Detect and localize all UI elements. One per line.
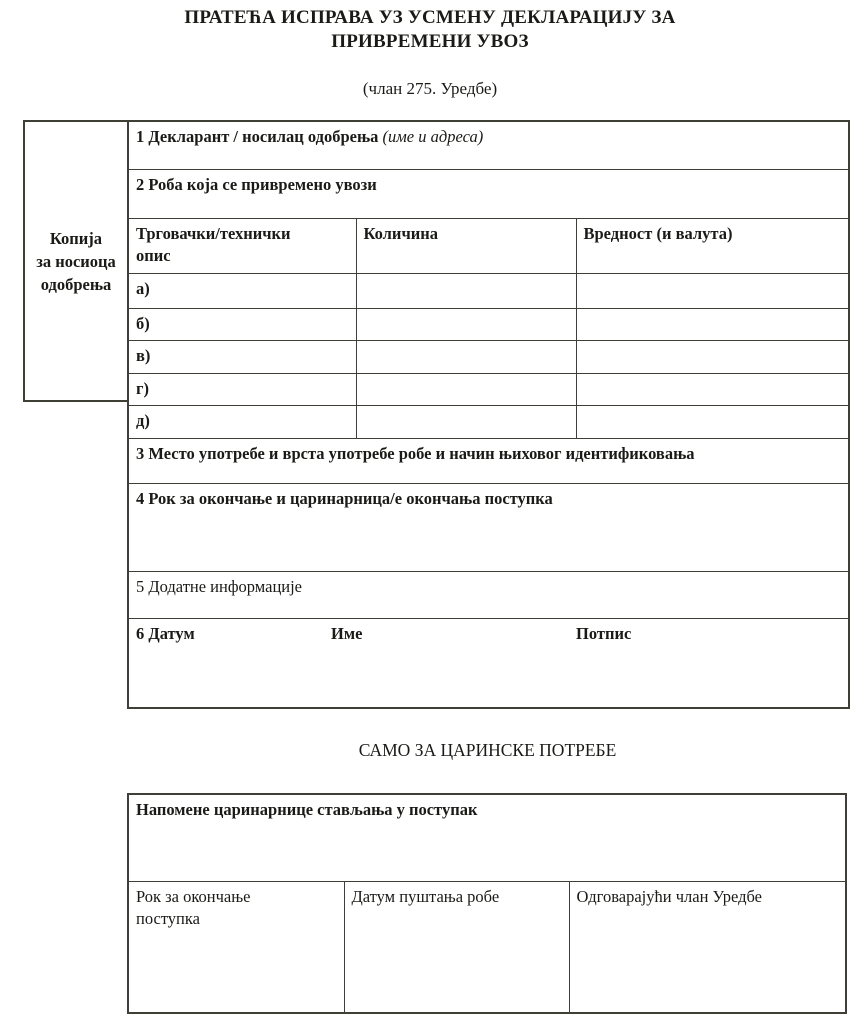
item-row-a (128, 273, 849, 308)
declarant-number: 1 (136, 127, 145, 146)
item-label-a: а) (128, 273, 356, 308)
customs-notes-cell: Напомене царинарнице стављања у поступак (128, 794, 846, 881)
declarant-cell (128, 121, 849, 169)
item-row-b (128, 308, 849, 340)
empty-cell (576, 340, 849, 373)
place-of-use-row (128, 438, 849, 483)
empty-cell (356, 405, 576, 438)
empty-cell (576, 405, 849, 438)
column-header-quantity: Количина (356, 218, 576, 273)
date-label: 6 Датум (136, 623, 195, 643)
form-title-line2: ПРИВРЕМЕНИ УВОЗ (331, 31, 529, 52)
customs-notes-row (128, 794, 846, 881)
place-of-use-cell (128, 438, 849, 483)
column-header-value: Вредност (и валута) (576, 218, 849, 273)
discharge-period-row (128, 483, 849, 571)
form-subtitle: (члан 275. Уредбе) (362, 79, 498, 98)
empty-cell (356, 308, 576, 340)
empty-cell (576, 373, 849, 405)
declarant-row (128, 121, 849, 169)
column-header-description: Трговачки/технички опис (128, 218, 356, 273)
discharge-period-number: 4 (136, 488, 145, 508)
empty-cell (356, 273, 576, 308)
declarant-label: Декларант / носилац одобрења (148, 127, 379, 146)
additional-info-number: 5 (136, 576, 145, 596)
empty-cell (356, 340, 576, 373)
empty-cell (356, 373, 576, 405)
item-label-b: б) (128, 308, 356, 340)
name-label: Име (331, 623, 363, 643)
empty-cell (576, 273, 849, 308)
place-of-use-label: Место употребе и врста употребе робе и начин њиховог идентификовања (148, 443, 695, 463)
place-of-use-number: 3 (136, 443, 145, 463)
item-row-v (128, 340, 849, 373)
item-row-g (128, 373, 849, 405)
signature-label: Потпис (576, 623, 632, 643)
item-label-g: г) (128, 373, 356, 405)
goods-header-row (128, 218, 849, 273)
goods-row (128, 169, 849, 218)
additional-info-cell (128, 571, 849, 618)
form-title (0, 6, 860, 54)
customs-only-heading: САМО ЗА ЦАРИНСКЕ ПОТРЕБЕ (358, 740, 617, 760)
form-title-line1: ПРАТЕЋА ИСПРАВА УЗ УСМЕНУ ДЕКЛАРАЦИЈУ ЗА (184, 7, 676, 28)
copy-holder-label: Копија за носиоца одобрења (36, 228, 116, 294)
signature-cell (128, 618, 849, 708)
customs-table (127, 793, 847, 1014)
goods-cell (128, 169, 849, 218)
item-label-d: д) (128, 405, 356, 438)
customs-release-date-cell: Датум пуштања робе (344, 881, 569, 1013)
main-form-table (127, 120, 850, 709)
empty-cell (576, 308, 849, 340)
goods-label: Роба која се привремено увози (148, 174, 377, 194)
item-label-v: в) (128, 340, 356, 373)
discharge-period-cell (128, 483, 849, 571)
discharge-period-label: Рок за окончање и царинарница/е окончања поступка (148, 488, 553, 508)
item-row-d (128, 405, 849, 438)
goods-number: 2 (136, 174, 145, 194)
additional-info-label: Додатне информације (148, 576, 303, 596)
customs-article-cell: Одговарајући члан Уредбе (569, 881, 846, 1013)
declarant-note: (име и адреса) (382, 127, 484, 146)
additional-info-row (128, 571, 849, 618)
signature-row (128, 618, 849, 708)
customs-discharge-period-cell: Рок за окончање поступка (128, 881, 344, 1013)
customs-fields-row (128, 881, 846, 1013)
copy-holder-box (23, 120, 127, 402)
